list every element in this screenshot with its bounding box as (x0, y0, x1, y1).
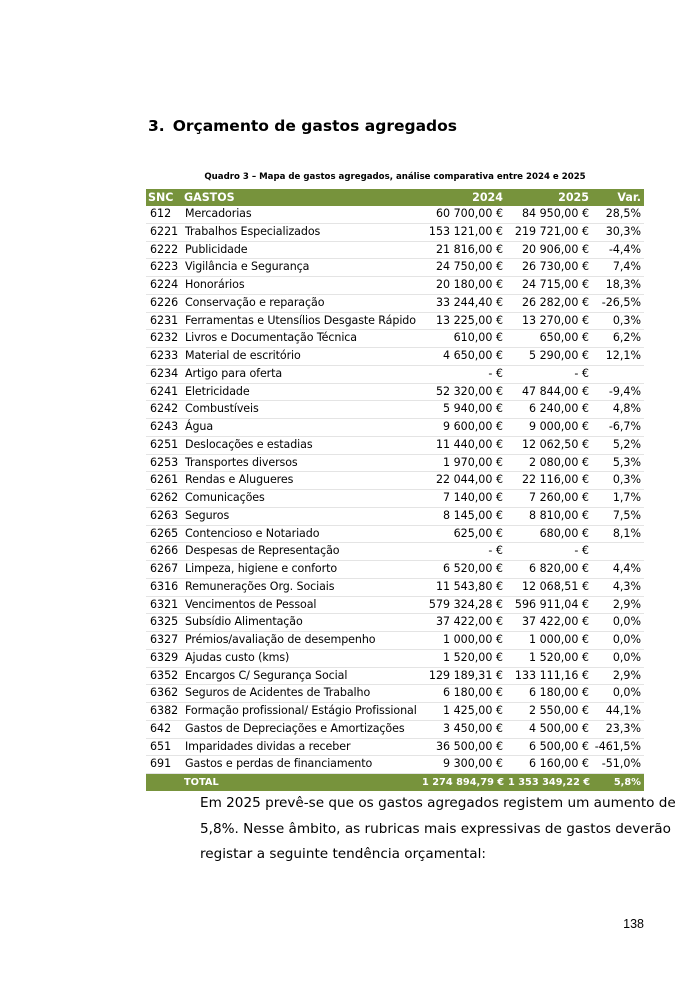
row-value-2024: 21 816,00 € (435, 242, 503, 256)
row-value-2025: 6 240,00 € (529, 402, 589, 416)
row-snc: 6316 (150, 579, 179, 593)
row-snc: 6241 (150, 384, 179, 398)
row-value-2025: 6 180,00 € (529, 686, 589, 700)
row-snc: 6329 (150, 650, 179, 664)
row-snc: 691 (150, 757, 172, 771)
row-variation (592, 365, 644, 383)
paragraph-line: registar a seguinte tendência orçamental: (200, 846, 486, 862)
row-description: Mercadorias (185, 207, 252, 220)
row-snc: 6263 (150, 508, 179, 522)
paragraph-line: Em 2025 prevê-se que os gastos agregados registem um aumento de (200, 795, 676, 811)
row-value-2025: 2 080,00 € (529, 455, 589, 469)
row-description: Remunerações Org. Sociais (185, 579, 335, 593)
table-row (146, 383, 644, 401)
row-value-2024: 579 324,28 € (428, 597, 503, 611)
row-variation: 7,4% (612, 260, 641, 274)
row-value-2025: 6 160,00 € (529, 757, 589, 771)
table-row (146, 259, 644, 277)
row-description: Conservação e reparação (185, 295, 325, 309)
table-row (146, 596, 644, 614)
row-value-2025: 680,00 € (539, 526, 589, 540)
row-value-2024: 13 225,00 € (435, 313, 503, 327)
row-description: Material de escritório (185, 349, 301, 362)
row-variation: 0,0% (612, 650, 641, 664)
row-value-2025: 133 111,16 € (514, 668, 589, 682)
row-variation: -51,0% (601, 757, 641, 771)
row-snc: 6325 (150, 615, 179, 629)
row-value-2024: 5 940,00 € (443, 402, 503, 416)
row-value-2025: 596 911,04 € (514, 597, 589, 611)
table-row (146, 223, 644, 241)
table-row (146, 312, 644, 330)
row-snc: 6223 (150, 260, 179, 274)
row-variation: 6,2% (612, 331, 641, 345)
row-snc: 6352 (150, 668, 179, 682)
row-snc: 6261 (150, 473, 179, 487)
total-row (146, 774, 644, 792)
table-row (146, 348, 644, 366)
table-row (146, 685, 644, 703)
row-variation: 0,0% (612, 633, 641, 646)
row-variation: 4,4% (612, 562, 641, 575)
row-variation: 30,3% (605, 224, 641, 238)
row-value-2024: 33 244,40 € (435, 295, 503, 309)
table-row (146, 561, 644, 579)
row-value-2025: - € (574, 544, 589, 558)
row-value-2025: 219 721,00 € (514, 224, 589, 238)
row-value-2024: 8 145,00 € (443, 508, 503, 522)
row-variation: 12,1% (605, 349, 641, 362)
table-row (146, 632, 644, 650)
row-snc: 6231 (150, 313, 179, 327)
row-description: Eletricidade (185, 384, 250, 398)
row-description: Prémios/avaliação de desempenho (185, 633, 376, 646)
row-value-2025: 1 000,00 € (529, 633, 589, 646)
row-value-2024: 6 520,00 € (443, 562, 503, 575)
row-value-2024: 36 500,00 € (435, 739, 503, 753)
table-row (146, 578, 644, 596)
row-snc: 6327 (150, 633, 179, 646)
row-description: Comunicações (185, 491, 265, 504)
table-row (146, 703, 644, 721)
row-description: Transportes diversos (185, 455, 298, 469)
row-variation: 23,3% (605, 721, 641, 735)
row-variation (592, 543, 644, 561)
table-row (146, 241, 644, 259)
row-value-2025: 37 422,00 € (521, 615, 589, 629)
table-row (146, 454, 644, 472)
row-value-2025: 5 290,00 € (529, 349, 589, 362)
row-value-2025: 22 116,00 € (521, 473, 589, 487)
row-value-2024: 22 044,00 € (435, 473, 503, 487)
row-snc: 642 (150, 721, 172, 735)
row-description: Imparidades dividas a receber (185, 739, 351, 753)
row-variation: 5,2% (612, 437, 641, 451)
row-description: Gastos de Depreciações e Amortizações (185, 721, 405, 735)
table-row (146, 756, 644, 774)
row-value-2025: - € (574, 366, 589, 380)
table-row (146, 206, 644, 223)
row-snc: 6266 (150, 544, 179, 558)
total-2024: 1 274 894,79 € (420, 774, 506, 792)
row-snc: 6233 (150, 349, 179, 362)
row-description: Deslocações e estadias (185, 437, 313, 451)
row-value-2025: 9 000,00 € (529, 420, 589, 433)
row-value-2025: 650,00 € (539, 331, 589, 345)
row-snc: 6222 (150, 242, 179, 256)
row-value-2024: 60 700,00 € (435, 207, 503, 220)
row-description: Trabalhos Especializados (185, 224, 321, 238)
row-value-2025: 4 500,00 € (529, 721, 589, 735)
row-description: Subsídio Alimentação (185, 615, 303, 629)
table-row (146, 507, 644, 525)
row-value-2024: 11 440,00 € (435, 437, 503, 451)
row-value-2024: 1 970,00 € (443, 455, 503, 469)
row-description: Honorários (185, 278, 245, 291)
row-variation: 2,9% (612, 597, 641, 611)
row-value-2025: 7 260,00 € (529, 491, 589, 504)
row-variation: 44,1% (605, 704, 641, 717)
table-row (146, 649, 644, 667)
table-row (146, 365, 644, 383)
section-heading (148, 117, 457, 135)
row-description: Artigo para oferta (185, 366, 283, 380)
row-variation: 0,0% (612, 615, 641, 629)
row-snc: 6251 (150, 437, 179, 451)
row-value-2024: 610,00 € (453, 331, 503, 345)
row-description: Ajudas custo (kms) (185, 650, 290, 664)
row-snc: 6262 (150, 491, 179, 504)
table-row (146, 472, 644, 490)
table-row (146, 277, 644, 295)
row-value-2024: 129 189,31 € (428, 668, 503, 682)
row-value-2025: 2 550,00 € (529, 704, 589, 717)
row-value-2024: 9 600,00 € (443, 420, 503, 433)
row-value-2024: 9 300,00 € (443, 757, 503, 771)
row-snc: 6226 (150, 295, 179, 309)
row-snc: 612 (150, 207, 172, 220)
row-value-2025: 47 844,00 € (521, 384, 589, 398)
table-row (146, 294, 644, 312)
row-description: Ferramentas e Utensílios Desgaste Rápido (185, 313, 416, 327)
row-variation: -4,4% (608, 242, 641, 256)
row-snc: 6362 (150, 686, 179, 700)
row-description: Seguros (185, 508, 230, 522)
row-value-2025: 26 730,00 € (521, 260, 589, 274)
row-variation: 4,3% (612, 579, 641, 593)
row-value-2024: 24 750,00 € (435, 260, 503, 274)
row-description: Combustíveis (185, 402, 259, 416)
row-snc: 6253 (150, 455, 179, 469)
total-snc (146, 774, 182, 792)
row-value-2025: 12 068,51 € (521, 579, 589, 593)
row-value-2025: 84 950,00 € (521, 207, 589, 220)
row-value-2025: 12 062,50 € (521, 437, 589, 451)
table-body (146, 206, 644, 774)
row-variation: 28,5% (605, 207, 641, 220)
table-row (146, 490, 644, 508)
row-value-2025: 8 810,00 € (529, 508, 589, 522)
row-value-2024: 4 650,00 € (443, 349, 503, 362)
row-snc: 6242 (150, 402, 179, 416)
row-variation: 8,1% (612, 526, 641, 540)
row-description: Publicidade (185, 242, 248, 256)
row-snc: 6221 (150, 224, 179, 238)
page-number: 138 (623, 917, 644, 931)
header-snc: SNC (146, 189, 182, 206)
paragraph-line: 5,8%. Nesse âmbito, as rubricas mais expressivas de gastos deverão (200, 820, 671, 837)
row-value-2025: 6 500,00 € (529, 739, 589, 753)
row-value-2024: 1 425,00 € (443, 704, 503, 717)
row-snc: 6243 (150, 420, 179, 433)
table-row (146, 720, 644, 738)
row-description: Vencimentos de Pessoal (185, 597, 317, 611)
table-row (146, 330, 644, 348)
table-row (146, 419, 644, 437)
row-value-2024: 37 422,00 € (435, 615, 503, 629)
row-value-2024: 1 520,00 € (443, 650, 503, 664)
row-snc: 6265 (150, 526, 179, 540)
table-caption: Quadro 3 – Mapa de gastos agregados, análise comparativa entre 2024 e 2025 (204, 172, 586, 182)
total-var: 5,8% (592, 774, 644, 792)
row-value-2024: - € (488, 544, 503, 558)
row-snc: 6267 (150, 562, 179, 575)
row-value-2025: 6 820,00 € (529, 562, 589, 575)
body-paragraph (200, 791, 676, 868)
row-snc: 6234 (150, 366, 179, 380)
row-snc: 6232 (150, 331, 179, 345)
row-snc: 6224 (150, 278, 179, 291)
row-variation: 0,0% (612, 686, 641, 700)
table-row (146, 738, 644, 756)
row-variation: 2,9% (612, 668, 641, 682)
header-2024: 2024 (420, 189, 506, 206)
row-description: Livros e Documentação Técnica (185, 331, 357, 345)
row-variation: -461,5% (594, 739, 641, 753)
table-row (146, 401, 644, 419)
row-variation: -6,7% (608, 420, 641, 433)
row-value-2024: - € (488, 366, 503, 380)
row-variation: 5,3% (612, 455, 641, 469)
row-description: Vigilância e Segurança (185, 260, 310, 274)
row-value-2025: 20 906,00 € (521, 242, 589, 256)
row-description: Formação profissional/ Estágio Profissional (185, 704, 417, 717)
row-description: Limpeza, higiene e conforto (185, 562, 338, 575)
row-description: Seguros de Acidentes de Trabalho (185, 686, 371, 700)
row-snc: 651 (150, 739, 172, 753)
row-value-2024: 52 320,00 € (435, 384, 503, 398)
row-description: Contencioso e Notariado (185, 526, 320, 540)
total-label: TOTAL (182, 774, 420, 792)
row-variation: 4,8% (612, 402, 641, 416)
row-value-2025: 13 270,00 € (521, 313, 589, 327)
row-variation: 7,5% (612, 508, 641, 522)
row-variation: 1,7% (612, 491, 641, 504)
row-description: Encargos C/ Segurança Social (185, 668, 348, 682)
row-variation: -26,5% (601, 295, 641, 309)
table-row (146, 667, 644, 685)
row-description: Despesas de Representação (185, 544, 340, 558)
row-value-2025: 26 282,00 € (521, 295, 589, 309)
row-value-2024: 6 180,00 € (443, 686, 503, 700)
expenses-table (146, 189, 644, 791)
row-value-2025: 1 520,00 € (529, 650, 589, 664)
header-gastos: GASTOS (182, 189, 420, 206)
row-description: Gastos e perdas de financiamento (185, 757, 373, 771)
section-title: Orçamento de gastos agregados (172, 117, 458, 135)
row-description: Água (185, 420, 214, 433)
row-value-2024: 625,00 € (453, 526, 503, 540)
table-header-row (146, 189, 644, 206)
row-value-2024: 1 000,00 € (443, 633, 503, 646)
row-snc: 6382 (150, 704, 179, 717)
total-2025: 1 353 349,22 € (506, 774, 592, 792)
row-value-2024: 7 140,00 € (443, 491, 503, 504)
table-row (146, 543, 644, 561)
row-value-2025: 24 715,00 € (521, 278, 589, 291)
row-description: Rendas e Alugueres (185, 473, 294, 487)
table-row (146, 525, 644, 543)
table-row (146, 436, 644, 454)
row-variation: -9,4% (608, 384, 641, 398)
row-value-2024: 153 121,00 € (428, 224, 503, 238)
row-value-2024: 3 450,00 € (443, 721, 503, 735)
table-row (146, 614, 644, 632)
header-2025: 2025 (506, 189, 592, 206)
row-variation: 0,3% (612, 313, 641, 327)
row-variation: 18,3% (605, 278, 641, 291)
row-value-2024: 20 180,00 € (435, 278, 503, 291)
row-snc: 6321 (150, 597, 179, 611)
row-value-2024: 11 543,80 € (435, 579, 503, 593)
section-number: 3. (148, 117, 165, 135)
header-var: Var. (592, 189, 644, 206)
row-variation: 0,3% (612, 473, 641, 487)
